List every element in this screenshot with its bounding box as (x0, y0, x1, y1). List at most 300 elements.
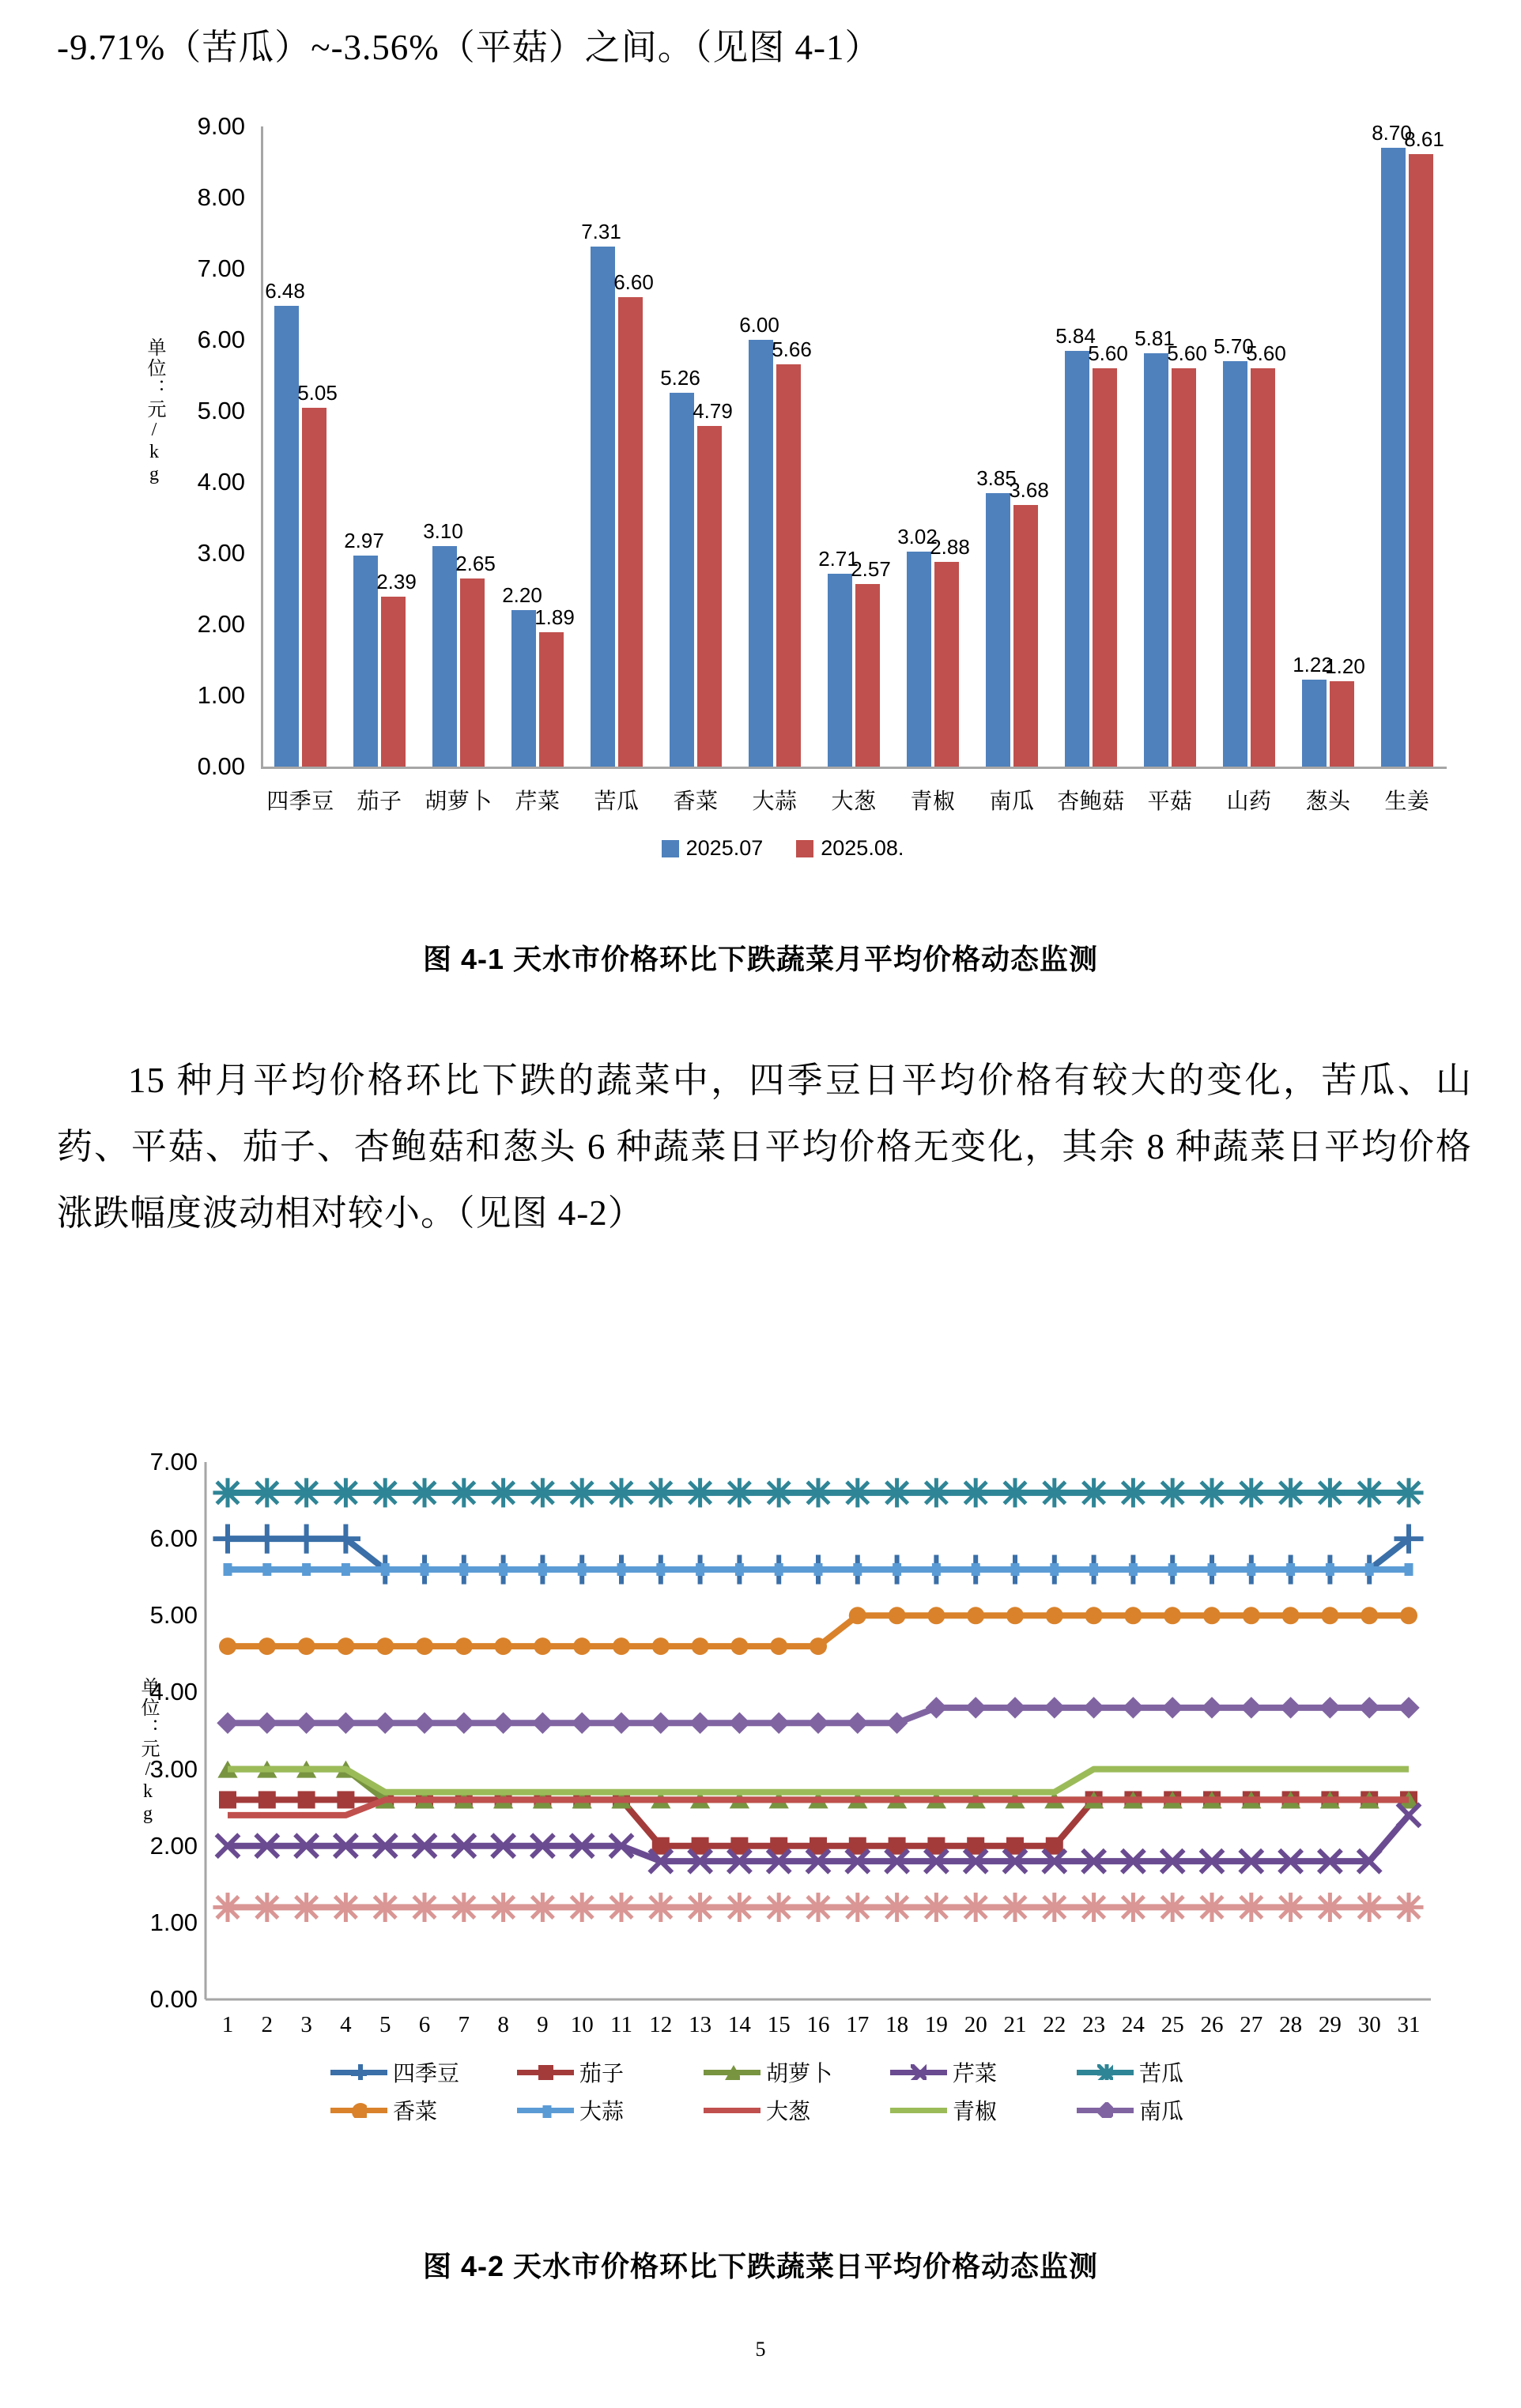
legend-swatch-icon (662, 840, 679, 857)
line-chart-legend-item[interactable] (517, 2056, 675, 2088)
line-chart-series (213, 1893, 1423, 1922)
line-chart-marker (337, 1637, 354, 1655)
line-chart-marker (1358, 1697, 1380, 1719)
bar-chart-bar (1251, 368, 1276, 767)
bar-chart-bar (1302, 680, 1327, 767)
legend-line-icon (330, 2108, 387, 2113)
bar-chart-bar (1172, 368, 1197, 767)
legend-marker-icon (1097, 2102, 1113, 2118)
bar-chart-bar (1409, 154, 1434, 767)
line-chart-x-tick: 5 (379, 2012, 391, 2037)
line-chart-marker (843, 1478, 872, 1507)
line-chart-marker (1164, 1607, 1181, 1624)
bar-chart-bar (1013, 505, 1039, 767)
line-chart-x-tick: 6 (418, 2012, 431, 2037)
line-chart-legend-item[interactable] (1077, 2094, 1235, 2126)
line-chart-marker (331, 1478, 360, 1507)
line-chart-marker (646, 1478, 675, 1507)
bar-chart-bar (1330, 681, 1355, 767)
line-chart-marker (1280, 1697, 1302, 1719)
bar-chart-y-tick: 2.00 (197, 610, 245, 638)
line-chart-marker (292, 1893, 321, 1922)
line-chart-marker (453, 1713, 475, 1735)
line-chart-marker (292, 1524, 321, 1554)
line-chart-marker (335, 1713, 357, 1735)
line-chart-marker (768, 1713, 790, 1735)
line-chart-marker (219, 1637, 236, 1655)
line-chart-marker (650, 1713, 672, 1735)
line-chart-marker (1079, 1478, 1108, 1507)
line-chart-legend (119, 2056, 1447, 2132)
bar-chart-bar (1065, 351, 1090, 767)
bar-chart-data-label: 6.00 (739, 313, 779, 337)
line-chart-x-tick: 27 (1240, 2012, 1263, 2037)
line-chart-marker (1201, 1697, 1223, 1719)
bar-chart-y-tick: 8.00 (197, 183, 245, 211)
line-chart-marker (259, 1637, 276, 1655)
line-chart-marker (849, 1607, 866, 1624)
line-chart-legend-item[interactable] (330, 2094, 489, 2126)
legend-line-icon (704, 2070, 760, 2075)
bar-chart-data-label: 1.20 (1325, 654, 1365, 678)
line-chart-marker (882, 1893, 911, 1922)
legend-swatch-icon (796, 840, 813, 857)
line-chart-x-tick: 7 (458, 2012, 470, 2037)
line-chart-marker (1197, 1478, 1226, 1507)
line-chart-marker (922, 1478, 951, 1507)
bar-chart-bar (907, 552, 932, 767)
bar-chart-x-category: 葱头 (1305, 789, 1351, 814)
figure-4-1-caption: 图 4-1 天水市价格环比下跌蔬菜月平均价格动态监测 (422, 943, 1099, 975)
line-chart-marker (493, 1713, 515, 1735)
bar-chart-data-label: 3.10 (423, 519, 463, 543)
bar-chart-data-label: 5.66 (772, 337, 812, 361)
line-chart-marker (534, 1637, 551, 1655)
line-chart-marker (646, 1893, 675, 1922)
line-chart-marker (810, 1637, 827, 1655)
line-chart-marker (1046, 1607, 1063, 1624)
line-chart-legend-label: 苦瓜 (1139, 2062, 1184, 2086)
line-chart-marker (770, 1637, 787, 1655)
bar-chart-bar (353, 556, 379, 767)
line-chart-x-tick: 26 (1200, 2012, 1224, 2037)
line-chart-marker (371, 1478, 400, 1507)
line-chart-legend-row (119, 2056, 1447, 2088)
bar-chart-bar (618, 297, 644, 767)
line-chart-marker (1321, 1607, 1338, 1624)
bar-chart-bar (1144, 353, 1169, 767)
legend-line-icon (330, 2070, 387, 2075)
bar-chart-bar (539, 632, 564, 767)
legend-marker-icon (538, 2102, 553, 2118)
line-chart-x-tick: 9 (537, 2012, 549, 2037)
line-chart-marker (889, 1607, 906, 1624)
line-chart-marker (967, 1607, 984, 1624)
line-chart-marker (1394, 1478, 1423, 1507)
line-chart-x-tick: 24 (1121, 2012, 1145, 2037)
bar-chart-bar (749, 340, 774, 767)
line-chart-marker (259, 1791, 276, 1808)
bar-chart-data-label: 3.85 (976, 465, 1017, 490)
line-chart-marker (489, 1893, 518, 1922)
bar-chart-x-category: 南瓜 (989, 789, 1035, 814)
line-chart-marker (1355, 1478, 1384, 1507)
line-chart-marker (1006, 1607, 1024, 1624)
line-chart-marker (416, 1637, 433, 1655)
line-chart-marker (1119, 1893, 1148, 1922)
line-chart-marker (1000, 1893, 1029, 1922)
line-chart-marker (298, 1637, 315, 1655)
bar-chart-data-label: 5.60 (1246, 341, 1286, 365)
line-chart-marker (1004, 1697, 1026, 1719)
bar-chart-data-label: 2.97 (344, 528, 384, 552)
bar-chart-x-category: 杏鲍菇 (1057, 789, 1125, 814)
bar-chart-bar (1381, 148, 1406, 767)
bar-chart-data-label: 5.84 (1055, 324, 1096, 349)
bar-chart-y-tick: 7.00 (197, 254, 245, 282)
line-chart-marker (528, 1478, 557, 1507)
line-chart-marker (807, 1713, 829, 1735)
line-chart-marker (532, 1713, 554, 1735)
line-chart-marker (449, 1478, 478, 1507)
paragraph-top: -9.71%（苦瓜）~-3.56%（平菇）之间。（见图 4-1） (57, 28, 881, 67)
line-chart-marker (1319, 1697, 1342, 1719)
line-chart-marker (886, 1713, 908, 1735)
line-chart-marker (911, 2064, 927, 2080)
line-chart-marker (725, 1893, 754, 1922)
bar-chart-y-axis-label: 单位：元/kg (144, 337, 164, 487)
line-chart-marker (961, 1478, 991, 1507)
legend-line-icon (890, 2070, 947, 2075)
line-chart-x-tick: 12 (649, 2012, 673, 2037)
line-chart-x-tick: 1 (221, 2012, 234, 2037)
line-chart-y-tick: 7.00 (149, 1448, 198, 1475)
legend-marker-icon (911, 2064, 927, 2080)
legend-line-icon (1077, 2108, 1134, 2113)
line-chart-series (228, 1769, 1409, 1792)
line-chart-x-tick: 2 (261, 2012, 274, 2037)
line-chart-marker (528, 1893, 557, 1922)
line-chart-marker (882, 1478, 911, 1507)
line-chart-x-tick: 4 (340, 2012, 352, 2037)
line-chart-marker (213, 1478, 242, 1507)
bar-chart-x-category: 胡萝卜 (425, 789, 493, 814)
line-chart-marker (410, 1893, 439, 1922)
line-chart-x-tick: 11 (610, 2012, 632, 2037)
line-chart-marker (1158, 1893, 1187, 1922)
line-chart-marker (1124, 1607, 1142, 1624)
line-chart-marker (724, 2065, 740, 2080)
bar-chart-bar (1093, 368, 1118, 767)
bar-chart-x-category: 大葱 (831, 789, 877, 814)
line-chart-legend-item[interactable] (1077, 2056, 1235, 2088)
bar-chart-data-label: 5.70 (1213, 334, 1254, 358)
line-chart-marker (606, 1893, 636, 1922)
line-chart-legend-item[interactable] (517, 2094, 675, 2126)
bar-chart-data-label: 1.89 (534, 605, 575, 629)
line-chart-marker (1119, 1478, 1148, 1507)
line-chart-marker (371, 1893, 400, 1922)
line-chart-marker (374, 1713, 396, 1735)
line-chart-marker (1161, 1697, 1183, 1719)
bar-chart-data-label: 6.60 (613, 270, 654, 294)
bar-chart-bar (828, 574, 853, 767)
bar-chart-data-label: 5.26 (660, 365, 700, 390)
line-chart-marker (1097, 2102, 1113, 2118)
line-chart-marker (1040, 1478, 1069, 1507)
line-chart-x-tick: 28 (1279, 2012, 1303, 2037)
line-chart-legend-label: 四季豆 (393, 2062, 460, 2086)
line-chart-x-tick: 3 (300, 2012, 312, 2037)
line-chart-marker (1243, 1607, 1260, 1624)
bar-chart-data-label: 2.20 (502, 583, 542, 607)
bar-chart-x-category: 香菜 (673, 789, 719, 814)
line-chart-legend-label: 南瓜 (1139, 2100, 1184, 2124)
bar-chart-legend (119, 836, 1447, 861)
line-chart-marker (1315, 1478, 1345, 1507)
bar-chart-legend-item[interactable] (662, 836, 764, 861)
line-chart-marker (926, 1697, 948, 1719)
bar-chart-bar (591, 247, 616, 767)
line-chart-series (217, 1697, 1420, 1734)
line-chart-marker (1040, 1893, 1069, 1922)
line-chart-marker (613, 1637, 630, 1655)
line-chart-marker (252, 1893, 281, 1922)
line-chart-x-tick: 20 (964, 2012, 987, 2037)
bar-chart-x-category: 平菇 (1147, 789, 1193, 814)
line-chart-series (219, 1607, 1417, 1655)
bar-chart-y-axis-line (261, 126, 263, 767)
bar-chart-y-tick: 0.00 (197, 752, 245, 780)
line-chart-legend-label: 香菜 (393, 2100, 438, 2124)
line-chart-marker (692, 1637, 709, 1655)
line-chart-marker (568, 1478, 597, 1507)
line-chart-marker (296, 1713, 318, 1735)
line-chart-marker (606, 1478, 636, 1507)
line-chart-legend-label: 茄子 (579, 2062, 625, 2086)
line-chart-marker (1197, 1893, 1226, 1922)
bar-chart-data-label: 8.61 (1404, 127, 1444, 152)
line-chart-marker (1083, 1697, 1105, 1719)
line-chart-y-tick: 6.00 (149, 1524, 198, 1553)
bar-chart-y-tick: 9.00 (197, 112, 245, 140)
bar-chart-x-category: 大蒜 (752, 789, 798, 814)
line-chart-marker (1355, 1893, 1384, 1922)
line-chart-legend-label: 大葱 (766, 2100, 811, 2124)
line-chart-x-tick: 17 (846, 2012, 870, 2037)
line-chart-marker (213, 1524, 242, 1554)
line-chart-marker (573, 1637, 591, 1655)
bar-chart-data-label: 5.60 (1167, 341, 1207, 365)
line-chart-marker (1276, 1893, 1305, 1922)
line-chart-marker (219, 1791, 236, 1808)
line-chart-y-tick: 5.00 (149, 1601, 198, 1630)
line-chart-y-tick: 4.00 (149, 1678, 198, 1706)
legend-marker-icon (1097, 2064, 1113, 2080)
line-chart-legend-item[interactable] (890, 2094, 1048, 2126)
line-chart-marker (1044, 1697, 1066, 1719)
line-chart-legend-item[interactable] (704, 2056, 862, 2088)
line-chart-legend-item[interactable] (330, 2056, 489, 2088)
line-chart-marker (764, 1893, 794, 1922)
bar-chart-bar (776, 364, 802, 767)
bar-chart-data-label: 6.48 (265, 278, 305, 303)
line-chart-x-tick: 23 (1082, 2012, 1106, 2037)
line-chart-marker (803, 1478, 832, 1507)
line-chart-legend-row (119, 2094, 1447, 2126)
line-chart-marker (927, 1607, 945, 1624)
line-chart-x-tick: 10 (570, 2012, 594, 2037)
line-chart-marker (455, 1637, 473, 1655)
legend-marker-icon (538, 2064, 553, 2080)
bar-chart-data-label: 4.79 (693, 398, 733, 423)
line-chart-legend-item[interactable] (890, 2056, 1048, 2088)
bar-chart-data-label: 5.05 (297, 380, 338, 405)
line-chart-marker (1400, 1607, 1417, 1624)
bar-chart-y-tick: 5.00 (197, 397, 245, 424)
legend-marker-icon (724, 2064, 740, 2080)
line-chart-marker (413, 1713, 436, 1735)
line-chart-marker (803, 1893, 832, 1922)
bar-chart-x-category: 苦瓜 (594, 789, 640, 814)
line-chart-series (213, 1478, 1423, 1507)
bar-chart-data-label: 3.02 (897, 525, 938, 549)
line-chart-marker (571, 1713, 593, 1735)
bar-chart-bar (697, 426, 723, 767)
bar-chart-bar (855, 584, 881, 767)
bar-chart-legend-label: 2025.08. (821, 836, 904, 860)
line-chart-marker (252, 1478, 281, 1507)
legend-marker-icon (351, 2064, 367, 2080)
line-chart-marker (410, 1478, 439, 1507)
line-chart-legend-label: 大蒜 (579, 2100, 625, 2124)
bar-chart-bar (381, 597, 406, 767)
line-chart-marker (764, 1478, 794, 1507)
bar-chart-data-label: 2.65 (455, 551, 496, 575)
line-chart-marker (1398, 1697, 1420, 1719)
legend-line-icon (517, 2070, 574, 2075)
line-chart-legend-label: 胡萝卜 (766, 2062, 833, 2086)
line-chart-x-tick: 14 (727, 2012, 751, 2037)
line-chart-marker (610, 1713, 632, 1735)
line-chart-marker (685, 1478, 715, 1507)
line-chart-marker (351, 2064, 367, 2080)
line-chart-marker (256, 1713, 278, 1735)
bar-chart-bar (511, 610, 537, 767)
bar-chart-x-category: 茄子 (357, 789, 402, 814)
page-number: 5 (755, 2338, 766, 2361)
line-chart-series-path (228, 1769, 1409, 1792)
line-chart-marker (1203, 1607, 1221, 1624)
legend-line-icon (890, 2108, 947, 2113)
line-chart-marker (538, 2065, 553, 2080)
line-chart-marker (964, 1697, 987, 1719)
line-chart-marker (292, 1478, 321, 1507)
line-chart-marker (725, 1478, 754, 1507)
bar-chart-x-category: 山药 (1226, 789, 1272, 814)
line-chart-marker (1361, 1607, 1378, 1624)
line-chart-x-tick: 31 (1397, 2012, 1421, 2037)
figure-4-2-line-chart (119, 1448, 1447, 2189)
line-chart-marker (843, 1893, 872, 1922)
bar-chart-y-tick: 4.00 (197, 468, 245, 496)
bar-chart-y-tick: 3.00 (197, 539, 245, 567)
line-chart-x-tick: 8 (497, 2012, 509, 2037)
bar-chart-data-label: 7.31 (581, 220, 621, 244)
line-chart-marker (568, 1893, 597, 1922)
legend-line-icon (1077, 2070, 1134, 2075)
line-chart-marker (376, 1637, 394, 1655)
bar-chart-legend-label: 2025.07 (685, 836, 764, 860)
line-chart-y-tick: 2.00 (149, 1831, 198, 1860)
line-chart-marker (352, 2103, 367, 2118)
line-chart-legend-label: 芹菜 (953, 2062, 998, 2086)
bar-chart-data-label: 2.57 (851, 556, 891, 581)
bar-chart-bar (460, 578, 485, 767)
line-chart-marker (685, 1893, 715, 1922)
legend-line-icon (704, 2108, 760, 2113)
line-chart-marker (922, 1893, 951, 1922)
bar-chart-x-category: 四季豆 (266, 789, 334, 814)
line-chart-marker (1236, 1478, 1266, 1507)
line-chart-marker (1276, 1478, 1305, 1507)
bar-chart-data-label: 1.22 (1293, 653, 1333, 677)
line-chart-x-tick: 21 (1003, 2012, 1027, 2037)
bar-chart-data-label: 2.88 (930, 534, 970, 559)
line-chart-marker (298, 1791, 315, 1808)
bar-chart-x-category: 芹菜 (515, 789, 560, 814)
bar-chart-bar (432, 546, 458, 767)
bar-chart-data-label: 5.81 (1134, 326, 1175, 351)
line-chart-legend-label: 青椒 (953, 2100, 998, 2124)
bar-chart-data-label: 2.39 (376, 569, 417, 594)
bar-chart-bar (986, 493, 1011, 767)
line-chart-y-tick: 1.00 (149, 1908, 198, 1936)
line-chart-marker (689, 1713, 711, 1735)
bar-chart-x-axis-line (261, 767, 1447, 769)
bar-chart-bar (670, 393, 695, 767)
line-chart-marker (652, 1637, 670, 1655)
line-chart-marker (847, 1713, 869, 1735)
line-chart-marker (337, 1791, 354, 1808)
figure-4-2-caption: 图 4-2 天水市价格环比下跌蔬菜日平均价格动态监测 (422, 2250, 1099, 2282)
line-chart-x-tick: 30 (1357, 2012, 1381, 2037)
line-chart-marker (1158, 1478, 1187, 1507)
line-chart-marker (1282, 1607, 1300, 1624)
bar-chart-data-label: 8.70 (1372, 121, 1412, 145)
bar-chart-bar (934, 562, 960, 767)
line-chart-marker (1085, 1607, 1103, 1624)
line-chart-marker (1097, 2064, 1113, 2080)
bar-chart-x-category: 青椒 (910, 789, 956, 814)
line-chart-marker (449, 1893, 478, 1922)
line-chart-marker (730, 1637, 748, 1655)
line-chart-x-tick: 22 (1043, 2012, 1066, 2037)
line-chart-marker (961, 1893, 991, 1922)
figure-4-1-bar-chart (119, 112, 1447, 917)
bar-chart-data-label: 3.68 (1009, 477, 1049, 502)
line-chart-marker (1123, 1697, 1145, 1719)
legend-line-icon (517, 2108, 574, 2113)
bar-chart-legend-item[interactable] (796, 836, 904, 861)
line-chart-x-tick: 16 (806, 2012, 830, 2037)
paragraph-middle (57, 1047, 1472, 1246)
line-chart-legend-item[interactable] (704, 2094, 862, 2126)
bar-chart-y-tick: 6.00 (197, 326, 245, 353)
line-chart-marker (1000, 1478, 1029, 1507)
line-chart-marker (1079, 1893, 1108, 1922)
line-chart-marker (495, 1637, 512, 1655)
